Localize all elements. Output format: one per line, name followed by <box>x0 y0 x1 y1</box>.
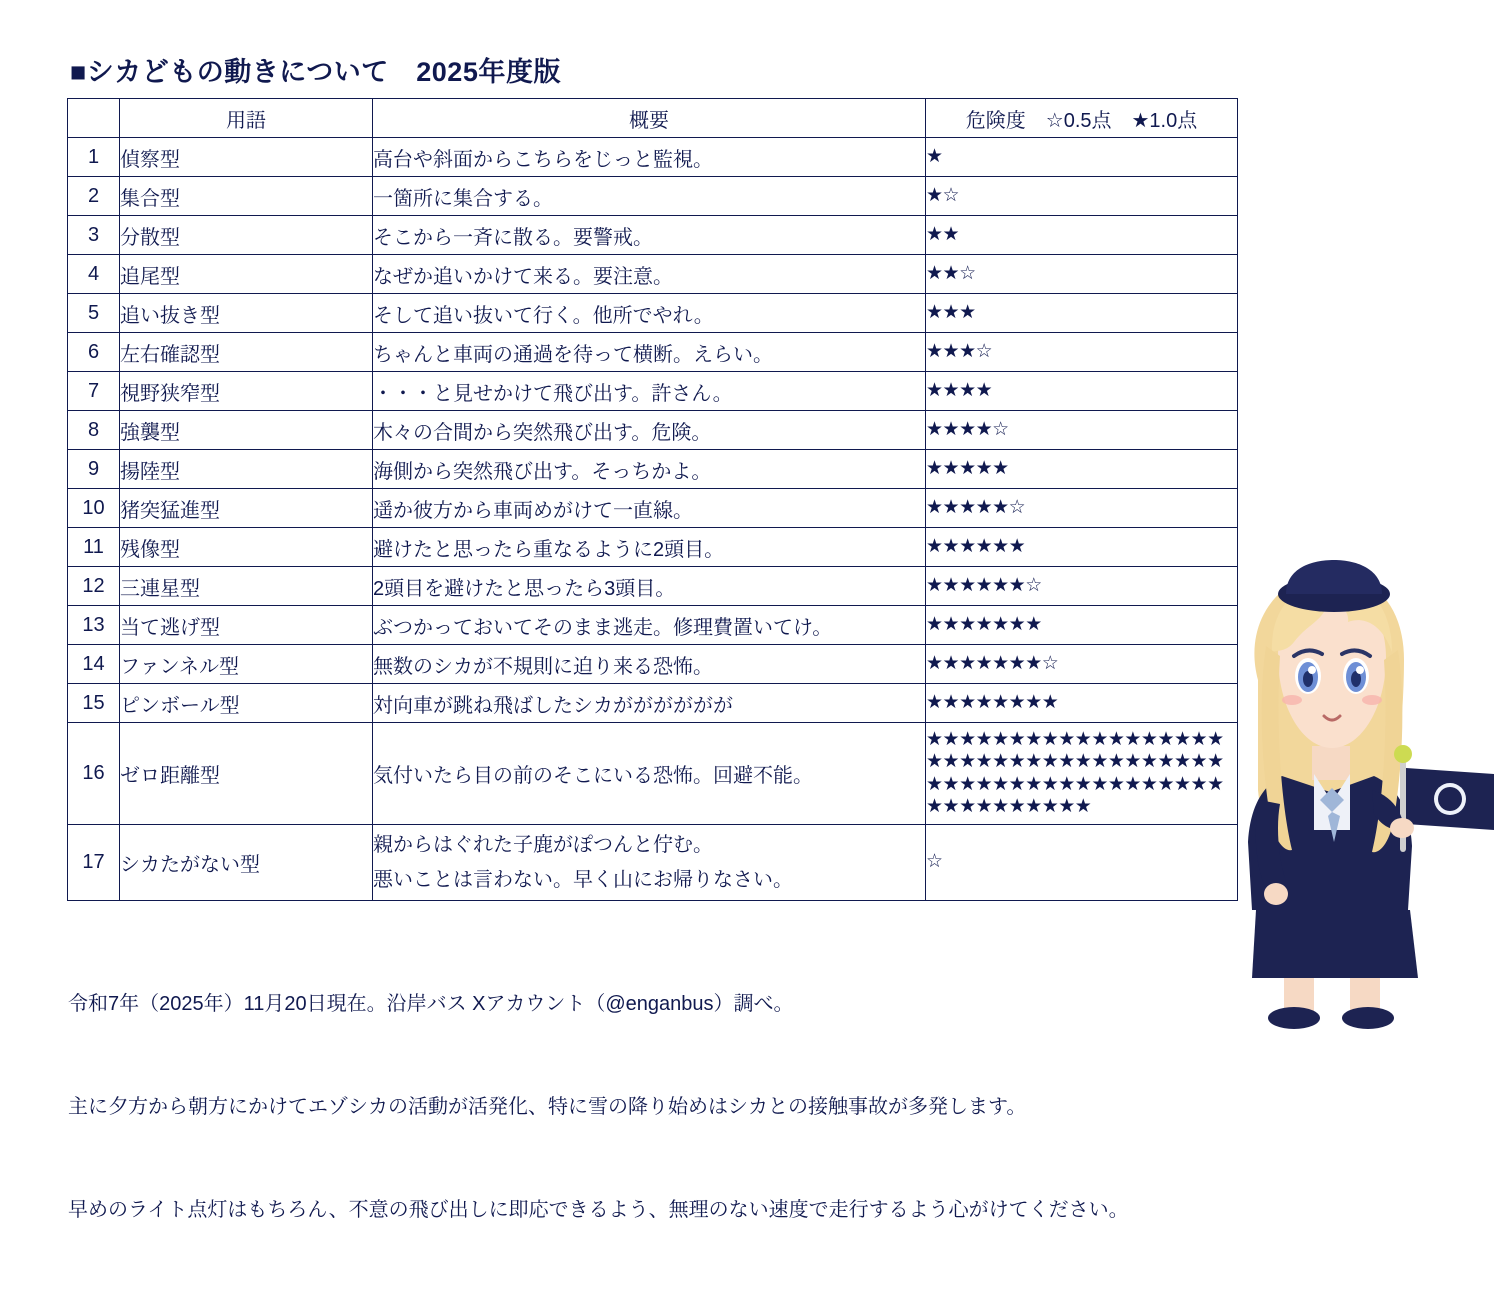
header-risk: 危険度 ☆0.5点 ★1.0点 <box>926 99 1238 138</box>
row-description: 木々の合間から突然飛び出す。危険。 <box>373 411 926 450</box>
table-row <box>68 216 1238 255</box>
row-risk-stars: ★★★★★★★ <box>926 606 1238 645</box>
row-description-line2: 悪いことは言わない。早く山にお帰りなさい。 <box>373 868 793 891</box>
row-description: ちゃんと車両の通過を待って横断。えらい。 <box>373 333 926 372</box>
bus-guide-girl-illustration <box>1222 560 1504 1030</box>
table-row <box>68 411 1238 450</box>
row-number: 8 <box>68 411 120 450</box>
table-header-row <box>68 99 1238 138</box>
row-term: 偵察型 <box>120 138 373 177</box>
table-row <box>68 138 1238 177</box>
row-risk-stars: ★★★★★★★★★★★★★★★★★★★★★★★★★★★★★★★★★★★★★★★★★★★★★★★★★★★★★★★★★★★★★★★★ <box>926 723 1238 825</box>
row-term: 視野狭窄型 <box>120 372 373 411</box>
footer-line-1: 令和7年（2025年）11月20日現在。沿岸バス Xアカウント（@enganbus）調べ。 <box>68 992 794 1015</box>
row-description: 高台や斜面からこちらをじっと監視。 <box>373 138 926 177</box>
row-number: 3 <box>68 216 120 255</box>
table-row <box>68 528 1238 567</box>
row-term: 強襲型 <box>120 411 373 450</box>
header-term: 用語 <box>120 99 373 138</box>
row-number: 7 <box>68 372 120 411</box>
row-term: 猪突猛進型 <box>120 489 373 528</box>
row-term: 追い抜き型 <box>120 294 373 333</box>
row-risk-stars: ★★★ <box>926 294 1238 333</box>
footer-line-2: 主に夕方から朝方にかけてエゾシカの活動が活発化、特に雪の降り始めはシカとの接触事故が多発します。 <box>68 1095 1027 1118</box>
row-number: 4 <box>68 255 120 294</box>
row-risk-stars: ★★★★★★★★ <box>926 684 1238 723</box>
table-row <box>68 606 1238 645</box>
row-risk-stars: ★★ <box>926 216 1238 255</box>
row-description: 対向車が跳ね飛ばしたシカがががががが <box>373 684 926 723</box>
row-risk-stars: ★★☆ <box>926 255 1238 294</box>
row-number: 12 <box>68 567 120 606</box>
row-term: ピンボール型 <box>120 684 373 723</box>
row-description: 2頭目を避けたと思ったら3頭目。 <box>373 567 926 606</box>
row-number: 15 <box>68 684 120 723</box>
table-row <box>68 825 1238 901</box>
row-description: 気付いたら目の前のそこにいる恐怖。回避不能。 <box>373 723 926 825</box>
row-description: 遥か彼方から車両めがけて一直線。 <box>373 489 926 528</box>
row-risk-stars: ★★★☆ <box>926 333 1238 372</box>
header-description: 概要 <box>373 99 926 138</box>
row-risk-stars: ★★★★☆ <box>926 411 1238 450</box>
row-term: 残像型 <box>120 528 373 567</box>
row-number: 1 <box>68 138 120 177</box>
row-description: 海側から突然飛び出す。そっちかよ。 <box>373 450 926 489</box>
table-row <box>68 333 1238 372</box>
row-risk-stars: ★★★★ <box>926 372 1238 411</box>
row-risk-stars: ★☆ <box>926 177 1238 216</box>
row-number: 2 <box>68 177 120 216</box>
row-number: 6 <box>68 333 120 372</box>
row-term: 追尾型 <box>120 255 373 294</box>
row-description: 無数のシカが不規則に迫り来る恐怖。 <box>373 645 926 684</box>
table-row <box>68 372 1238 411</box>
row-risk-stars: ★★★★★ <box>926 450 1238 489</box>
row-description: そして追い抜いて行く。他所でやれ。 <box>373 294 926 333</box>
page-title: ■シカどもの動きについて 2025年度版 <box>70 57 561 87</box>
row-term: 左右確認型 <box>120 333 373 372</box>
row-number: 17 <box>68 825 120 901</box>
table-row <box>68 684 1238 723</box>
row-description <box>373 825 926 901</box>
header-number <box>68 99 120 138</box>
row-risk-stars: ★★★★★☆ <box>926 489 1238 528</box>
footer-note <box>68 918 1129 1296</box>
table-row <box>68 450 1238 489</box>
row-description: 一箇所に集合する。 <box>373 177 926 216</box>
row-risk-stars: ★★★★★★★☆ <box>926 645 1238 684</box>
table-row <box>68 255 1238 294</box>
table-row <box>68 723 1238 825</box>
row-description: 避けたと思ったら重なるように2頭目。 <box>373 528 926 567</box>
row-description-line1: 親からはぐれた子鹿がぽつんと佇む。 <box>373 833 713 856</box>
row-description: そこから一斉に散る。要警戒。 <box>373 216 926 255</box>
row-term: ファンネル型 <box>120 645 373 684</box>
row-description: ぶつかっておいてそのまま逃走。修理費置いてけ。 <box>373 606 926 645</box>
footer-line-3: 早めのライト点灯はもちろん、不意の飛び出しに即応できるよう、無理のない速度で走行するよう心がけてください。 <box>68 1199 1129 1222</box>
row-risk-stars: ★★★★★★ <box>926 528 1238 567</box>
table-row <box>68 489 1238 528</box>
table-row <box>68 567 1238 606</box>
row-risk-stars: ☆ <box>926 825 1238 901</box>
row-risk-stars: ★ <box>926 138 1238 177</box>
row-term: 三連星型 <box>120 567 373 606</box>
row-description: なぜか追いかけて来る。要注意。 <box>373 255 926 294</box>
row-term: シカたがない型 <box>120 825 373 901</box>
row-term: 揚陸型 <box>120 450 373 489</box>
row-term: ゼロ距離型 <box>120 723 373 825</box>
table-row <box>68 177 1238 216</box>
row-number: 13 <box>68 606 120 645</box>
row-term: 分散型 <box>120 216 373 255</box>
row-term: 集合型 <box>120 177 373 216</box>
row-number: 9 <box>68 450 120 489</box>
table-row <box>68 645 1238 684</box>
row-number: 16 <box>68 723 120 825</box>
row-number: 5 <box>68 294 120 333</box>
row-number: 10 <box>68 489 120 528</box>
row-term: 当て逃げ型 <box>120 606 373 645</box>
deer-behaviour-table <box>67 98 1238 901</box>
table-row <box>68 294 1238 333</box>
row-number: 11 <box>68 528 120 567</box>
row-number: 14 <box>68 645 120 684</box>
row-risk-stars: ★★★★★★☆ <box>926 567 1238 606</box>
row-description: ・・・と見せかけて飛び出す。許さん。 <box>373 372 926 411</box>
